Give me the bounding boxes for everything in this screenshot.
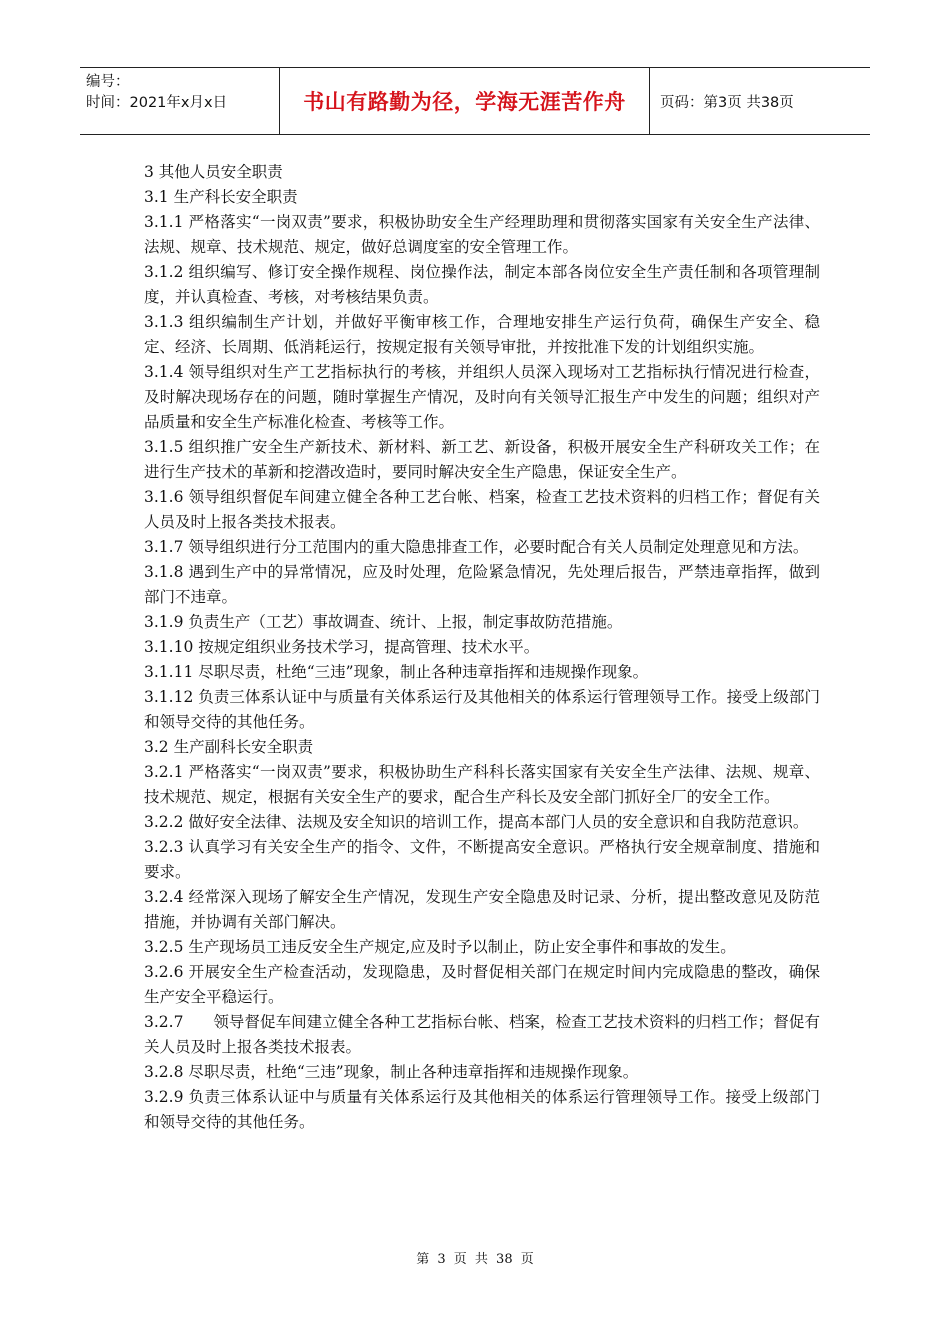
paragraph: 3.1.12 负责三体系认证中与质量有关体系运行及其他相关的体系运行管理领导工作。接受上级部门和领导交待的其他任务。 bbox=[144, 688, 820, 731]
paragraph: 3.1.6 领导组织督促车间建立健全各种工艺台帐、档案，检查工艺技术资料的归档工作；督促有关人员及时上报各类技术报表。 bbox=[144, 488, 820, 531]
paragraph: 3.2.8 尽职尽责，杜绝“三违”现象，制止各种违章指挥和违规操作现象。 bbox=[144, 1063, 639, 1081]
document-number-label: 编号： bbox=[86, 74, 130, 90]
paragraph: 3.1 生产科长安全职责 bbox=[144, 188, 298, 206]
page-footer: 第 3 页 共 38 页 bbox=[416, 1252, 534, 1267]
document-body bbox=[144, 160, 820, 1135]
paragraph: 3.1.1 严格落实“一岗双责”要求，积极协助安全生产经理助理和贯彻落实国家有关安全生产法律、法规、规章、技术规范、规定，做好总调度室的安全管理工作。 bbox=[144, 213, 820, 256]
document-header bbox=[80, 67, 870, 135]
header-page-info: 页码：第3页 共38页 bbox=[660, 94, 794, 111]
paragraph: 3.1.8 遇到生产中的异常情况，应及时处理，危险紧急情况，先处理后报告，严禁违章指挥，做到部门不违章。 bbox=[144, 563, 820, 606]
paragraph: 3.2.9 负责三体系认证中与质量有关体系运行及其他相关的体系运行管理领导工作。接受上级部门和领导交待的其他任务。 bbox=[144, 1088, 820, 1131]
paragraph: 3.1.4 领导组织对生产工艺指标执行的考核，并组织人员深入现场对工艺指标执行情况进行检查，及时解决现场存在的问题，随时掌握生产情况，及时向有关领导汇报生产中发生的问题；组织对产品质量和安全生产标准化检查、考核等工作。 bbox=[144, 363, 820, 431]
paragraph: 3.2.2 做好安全法律、法规及安全知识的培训工作，提高本部门人员的安全意识和自我防范意识。 bbox=[144, 813, 809, 831]
paragraph: 3.1.3 组织编制生产计划，并做好平衡审核工作，合理地安排生产运行负荷，确保生产安全、稳定、经济、长周期、低消耗运行，按规定报有关领导审批，并按批准下发的计划组织实施。 bbox=[144, 313, 820, 356]
document-time-label: 时间：2021年x月x日 bbox=[86, 95, 228, 111]
paragraph: 3.2.7 领导督促车间建立健全各种工艺指标台帐、档案，检查工艺技术资料的归档工作；督促有关人员及时上报各类技术报表。 bbox=[144, 1013, 820, 1056]
header-meta bbox=[80, 68, 280, 134]
paragraph: 3.2.4 经常深入现场了解安全生产情况，发现生产安全隐患及时记录、分析，提出整改意见及防范措施，并协调有关部门解决。 bbox=[144, 888, 820, 931]
paragraph: 3.1.10 按规定组织业务技术学习，提高管理、技术水平。 bbox=[144, 638, 540, 656]
paragraph: 3.2.1 严格落实“一岗双责”要求，积极协助生产科科长落实国家有关安全生产法律、法规、规章、技术规范、规定，根据有关安全生产的要求，配合生产科长及安全部门抓好全厂的安全工作。 bbox=[144, 763, 820, 806]
paragraph: 3.1.11 尽职尽责，杜绝“三违”现象，制止各种违章指挥和违规操作现象。 bbox=[144, 663, 649, 681]
paragraph: 3.2.6 开展安全生产检查活动，发现隐患，及时督促相关部门在规定时间内完成隐患的整改，确保生产安全平稳运行。 bbox=[144, 963, 820, 1006]
header-motto: 书山有路勤为径，学海无涯苦作舟 bbox=[280, 68, 650, 134]
paragraph: 3.1.2 组织编写、修订安全操作规程、岗位操作法，制定本部各岗位安全生产责任制和各项管理制度，并认真检查、考核，对考核结果负责。 bbox=[144, 263, 820, 306]
paragraph: 3.1.5 组织推广安全生产新技术、新材料、新工艺、新设备，积极开展安全生产科研攻关工作；在进行生产技术的革新和挖潜改造时，要同时解决安全生产隐患，保证安全生产。 bbox=[144, 438, 820, 481]
paragraph: 3.1.7 领导组织进行分工范围内的重大隐患排查工作，必要时配合有关人员制定处理意见和方法。 bbox=[144, 538, 809, 556]
paragraph: 3.2.5 生产现场员工违反安全生产规定,应及时予以制止，防止安全事件和事故的发生。 bbox=[144, 938, 736, 956]
paragraph: 3.2.3 认真学习有关安全生产的指令、文件，不断提高安全意识。严格执行安全规章制度、措施和要求。 bbox=[144, 838, 820, 881]
paragraph: 3 其他人员安全职责 bbox=[144, 163, 283, 181]
paragraph: 3.2 生产副科长安全职责 bbox=[144, 738, 314, 756]
paragraph: 3.1.9 负责生产（工艺）事故调查、统计、上报，制定事故防范措施。 bbox=[144, 613, 623, 631]
